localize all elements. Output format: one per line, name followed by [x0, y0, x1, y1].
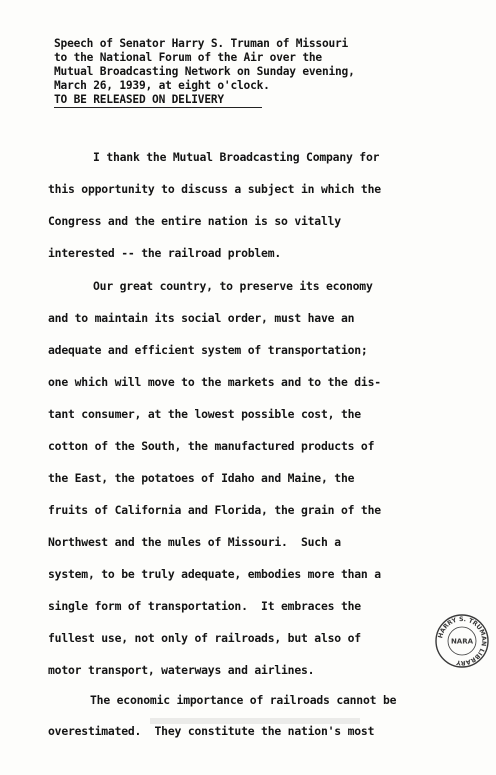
- body-line: Congress and the entire nation is so vitally: [48, 214, 341, 228]
- release-notice: TO BE RELEASED ON DELIVERY: [54, 93, 224, 106]
- body-line: one which will move to the markets and to the dis-: [48, 375, 381, 389]
- body-line: overestimated. They constitute the nation's most: [48, 724, 375, 738]
- body-line: interested -- the railroad problem.: [48, 246, 282, 260]
- body-line: this opportunity to discuss a subject in which the: [48, 182, 381, 196]
- body-line: cotton of the South, the manufactured products of: [48, 439, 375, 453]
- body-line: Northwest and the mules of Missouri. Such a: [48, 535, 341, 549]
- body-line: the East, the potatoes of Idaho and Maine, the: [48, 471, 355, 485]
- body-line: The economic importance of railroads cannot be: [90, 693, 397, 707]
- header-line: Mutual Broadcasting Network on Sunday evening,: [54, 65, 355, 78]
- body-line: fullest use, not only of railroads, but also of: [48, 631, 361, 645]
- body-line: I thank the Mutual Broadcasting Company for: [93, 150, 380, 164]
- body-line: single form of transportation. It embraces the: [48, 599, 361, 613]
- body-line: tant consumer, at the lowest possible cost, the: [48, 407, 361, 421]
- body-line: adequate and efficient system of transportation;: [48, 343, 368, 357]
- header-line: Speech of Senator Harry S. Truman of Missouri: [54, 37, 349, 50]
- stamp-center-text: NARA: [450, 637, 474, 646]
- body-line: and to maintain its social order, must have an: [48, 311, 355, 325]
- body-line: motor transport, waterways and airlines.: [48, 663, 315, 677]
- body-line: Our great country, to preserve its economy: [93, 279, 373, 293]
- release-underline: [54, 107, 262, 108]
- archive-stamp-icon: [434, 613, 490, 669]
- body-line: fruits of California and Florida, the grain of the: [48, 503, 381, 517]
- body-line: system, to be truly adequate, embodies more than a: [48, 567, 381, 581]
- stamp-ring-text: HARRY S. TRUMAN LIBRARY: [437, 615, 488, 667]
- bleed-through-mark: [150, 714, 360, 728]
- header-line: March 26, 1939, at eight o'clock.: [54, 79, 270, 92]
- header-line: to the National Forum of the Air over the: [54, 51, 322, 64]
